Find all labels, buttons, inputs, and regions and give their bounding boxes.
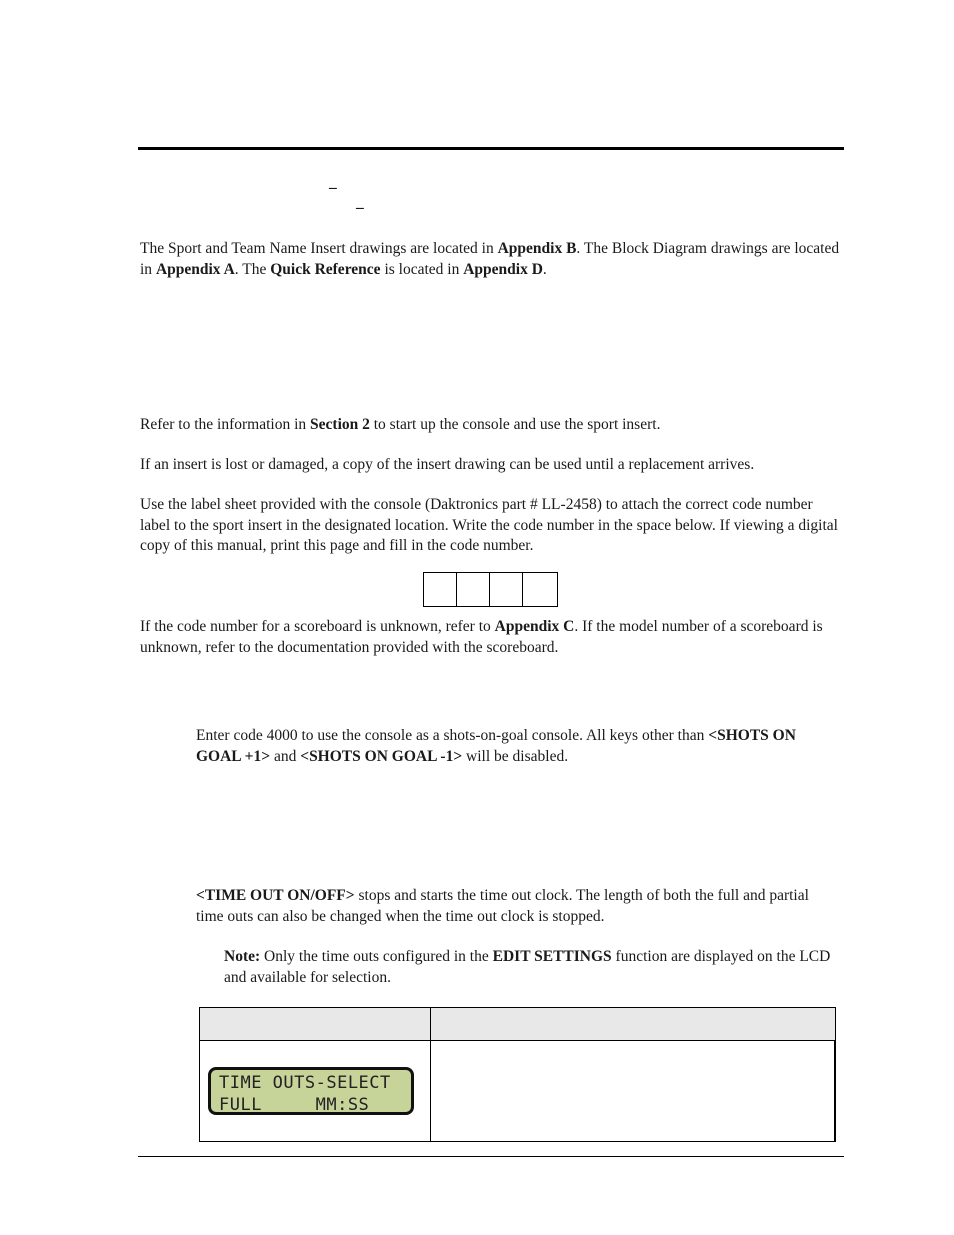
lcd-cell (200, 1041, 431, 1142)
lcd-line-2: FULL MM:SS (219, 1095, 370, 1115)
code-digit-box[interactable] (523, 573, 557, 606)
table-header-cell (200, 1008, 431, 1041)
description-cell (431, 1041, 836, 1142)
code-digit-box[interactable] (424, 573, 457, 606)
shots-on-goal-paragraph: Enter code 4000 to use the console as a shots-on-goal console. All keys other than <SHOTS ON GOAL +1> and <SHOTS ON GOAL -1> will be disabled. (196, 727, 796, 765)
table-header-cell (431, 1008, 836, 1041)
code-digit-box[interactable] (490, 573, 523, 606)
top-rule (138, 147, 844, 150)
label-sheet-paragraph: Use the label sheet provided with the console (Daktronics part # LL-2458) to attach the correct code number label to the sport insert in the designated location. Write the code number in the space below. If viewing a digital copy of this manual, print this page and fill in the code number. (140, 496, 838, 554)
lcd-line-1: TIME OUTS-SELECT (219, 1073, 391, 1093)
unknown-code-paragraph: If the code number for a scoreboard is unknown, refer to Appendix C. If the model number of a scoreboard is unknown, refer to the documentation provided with the scoreboard. (140, 618, 823, 656)
footer-rule (138, 1156, 844, 1157)
lcd-display (208, 1067, 414, 1115)
time-out-table (199, 1007, 836, 1142)
time-out-paragraph: <TIME OUT ON/OFF> stops and starts the time out clock. The length of both the full and partial time outs can also be changed when the time out clock is stopped. (196, 887, 809, 925)
code-number-boxes[interactable] (423, 572, 558, 607)
code-digit-box[interactable] (457, 573, 490, 606)
heading-dash-1: – (329, 179, 337, 196)
refer-paragraph: Refer to the information in Section 2 to start up the console and use the sport insert. (140, 416, 661, 433)
lost-insert-paragraph: If an insert is lost or damaged, a copy of the insert drawing can be used until a replacement arrives. (140, 456, 755, 473)
table-row (200, 1041, 836, 1142)
table-header-row (200, 1008, 836, 1041)
heading-dash-2: – (356, 199, 364, 216)
intro-paragraph: The Sport and Team Name Insert drawings are located in Appendix B. The Block Diagram drawings are located in Appendix A. The Quick Reference is located in Appendix D. (140, 240, 840, 278)
note-paragraph: Note: Only the time outs configured in the EDIT SETTINGS function are displayed on the LCD and available for selection. (224, 948, 831, 986)
